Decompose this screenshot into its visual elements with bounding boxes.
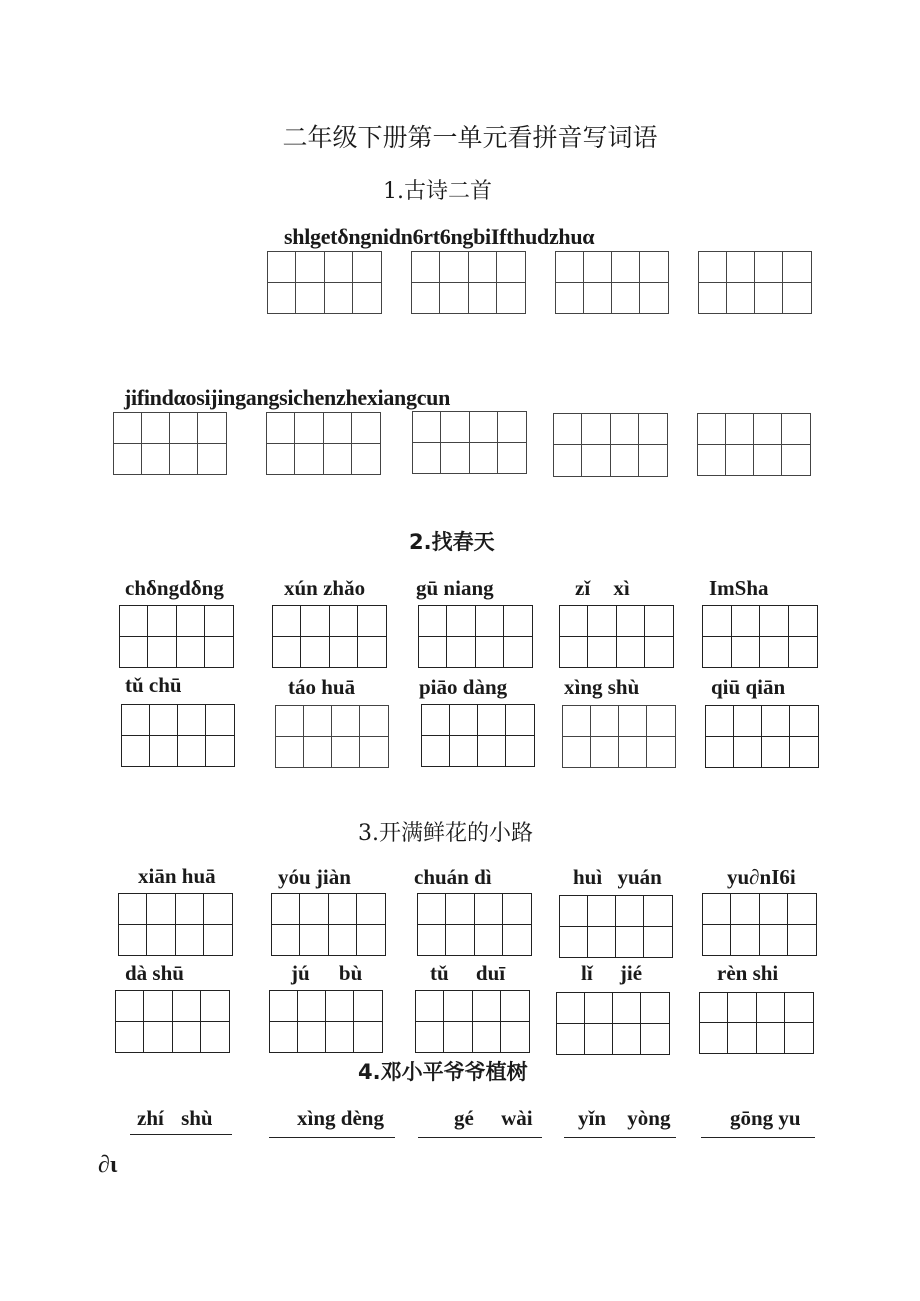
writing-grid[interactable] <box>411 251 526 314</box>
answer-line[interactable] <box>130 1134 232 1135</box>
writing-grid[interactable] <box>418 605 533 668</box>
writing-grid[interactable] <box>697 413 811 476</box>
pinyin-label: yǐn yòng <box>578 1106 671 1130</box>
writing-grid[interactable] <box>553 413 668 477</box>
writing-grid[interactable] <box>267 251 382 314</box>
pinyin-label: lǐ jié <box>581 961 643 985</box>
section-1-pinyin-line-1: shlgetδngnidn6rt6ngbiIfthudzhuα <box>284 224 595 249</box>
writing-grid[interactable] <box>118 893 233 956</box>
pinyin-label: zhí shù <box>137 1106 213 1130</box>
writing-grid[interactable] <box>562 705 676 768</box>
writing-grid[interactable] <box>415 990 530 1053</box>
section-1-heading: 1.古诗二首 <box>383 179 492 204</box>
pinyin-label: tǔ chū <box>125 673 182 697</box>
pinyin-label: chuán dì <box>414 865 492 889</box>
pinyin-label: gé wài <box>454 1106 533 1130</box>
answer-line[interactable] <box>418 1137 542 1138</box>
answer-line[interactable] <box>269 1137 395 1138</box>
writing-grid[interactable] <box>121 704 235 767</box>
section-3-heading: 3.开满鲜花的小路 <box>358 821 533 846</box>
writing-grid[interactable] <box>412 411 527 474</box>
pinyin-label: gōng yu <box>730 1106 801 1130</box>
pinyin-label: yu∂nI6i <box>727 865 796 889</box>
pinyin-label: tǔ duī <box>430 961 506 985</box>
cutoff-text-fragment: ∂ι <box>98 1152 118 1178</box>
pinyin-label: xìng shù <box>564 675 640 699</box>
section-1-pinyin-line-2: jifindαosijingangsichenzhexiangcun <box>124 385 451 410</box>
pinyin-label: xìng dèng <box>297 1106 384 1130</box>
writing-grid[interactable] <box>702 605 818 668</box>
writing-grid[interactable] <box>271 893 386 956</box>
writing-grid[interactable] <box>275 705 389 768</box>
pinyin-label: rèn shi <box>717 961 779 985</box>
writing-grid[interactable] <box>119 605 234 668</box>
writing-grid[interactable] <box>115 990 230 1053</box>
pinyin-label: ImSha <box>709 576 769 600</box>
pinyin-label: gū niang <box>416 576 494 600</box>
answer-line[interactable] <box>701 1137 815 1138</box>
writing-grid[interactable] <box>421 704 535 767</box>
writing-grid[interactable] <box>272 605 387 668</box>
pinyin-label: zǐ xì <box>575 576 630 600</box>
writing-grid[interactable] <box>555 251 669 314</box>
writing-grid[interactable] <box>113 412 227 475</box>
pinyin-label: chδngdδng <box>125 576 224 600</box>
writing-grid[interactable] <box>266 412 381 475</box>
writing-grid[interactable] <box>705 705 819 768</box>
answer-line[interactable] <box>564 1137 676 1138</box>
writing-grid[interactable] <box>559 895 673 958</box>
pinyin-label: jú bù <box>291 961 363 985</box>
writing-grid[interactable] <box>702 893 817 956</box>
writing-grid[interactable] <box>556 992 670 1055</box>
writing-grid[interactable] <box>699 992 814 1054</box>
pinyin-label: xiān huā <box>138 864 216 888</box>
pinyin-label: yóu jiàn <box>278 865 351 889</box>
pinyin-label: táo huā <box>288 675 356 699</box>
pinyin-label: xún zhǎo <box>284 576 366 600</box>
page-title: 二年级下册第一单元看拼音写词语 <box>282 123 658 152</box>
pinyin-label: qiū qiān <box>711 675 786 699</box>
pinyin-label: piāo dàng <box>419 675 508 699</box>
pinyin-label: dà shū <box>125 961 184 985</box>
writing-grid[interactable] <box>698 251 812 314</box>
writing-grid[interactable] <box>417 893 532 956</box>
section-4-heading: 4.邓小平爷爷植树 <box>358 1060 528 1084</box>
pinyin-label: huì yuán <box>573 865 662 889</box>
writing-grid[interactable] <box>269 990 383 1053</box>
section-2-heading: 2.找春天 <box>409 530 495 554</box>
writing-grid[interactable] <box>559 605 674 668</box>
